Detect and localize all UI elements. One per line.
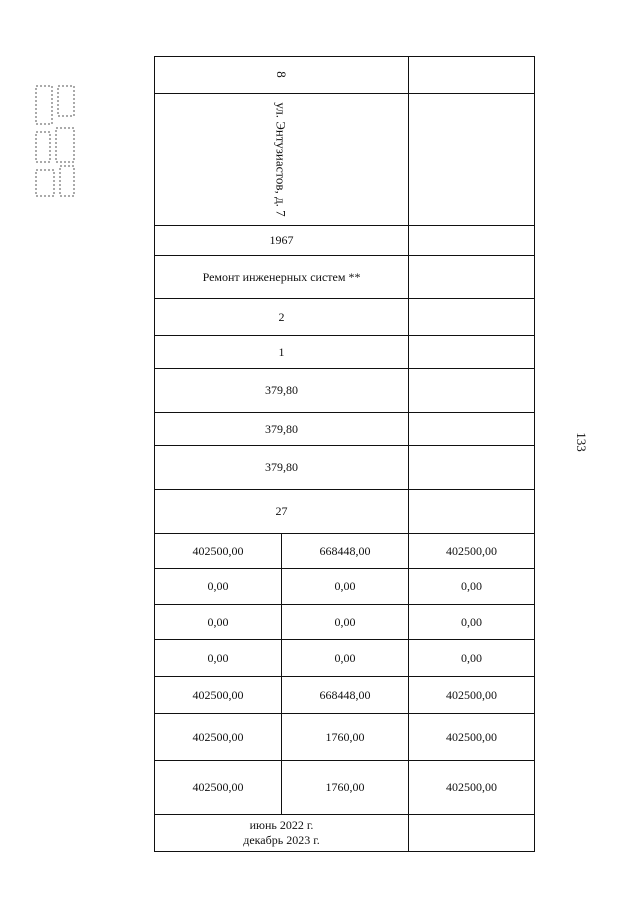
table-row	[155, 336, 535, 369]
cost-cell: 0,00	[282, 640, 409, 677]
table-row	[155, 534, 535, 569]
row-number: 8	[274, 71, 289, 78]
area-living-cell: 379,80	[155, 413, 409, 446]
cost-cell: 0,00	[155, 605, 282, 640]
cost-cell: 1760,00	[282, 714, 409, 761]
entrances-cell: 1	[155, 336, 409, 369]
cost-cell: 402500,00	[409, 714, 535, 761]
table-row	[155, 569, 535, 605]
residents-cell: 27	[155, 490, 409, 534]
work-type-cell: Ремонт инженерных систем **	[155, 256, 409, 299]
data-table	[154, 56, 535, 852]
address: ул. Энтузиастов, д. 7	[273, 102, 289, 217]
table-row	[155, 677, 535, 714]
table-row	[155, 605, 535, 640]
cost-cell: 402500,00	[409, 761, 535, 815]
cost-cell: 0,00	[409, 640, 535, 677]
cost-cell: 1760,00	[282, 761, 409, 815]
empty-cell	[409, 369, 535, 413]
cost-cell: 402500,00	[155, 534, 282, 569]
stamp-graphic	[34, 84, 76, 200]
address-cell	[155, 94, 409, 226]
cost-cell: 0,00	[155, 640, 282, 677]
table-row	[155, 761, 535, 815]
table-row	[155, 299, 535, 336]
period-end: декабрь 2023 г.	[243, 833, 320, 847]
cost-cell: 0,00	[409, 569, 535, 605]
area-residential-cell: 379,80	[155, 446, 409, 490]
period-cell	[155, 815, 409, 852]
cost-cell: 668448,00	[282, 534, 409, 569]
registration-stamp	[34, 84, 76, 200]
cost-cell: 402500,00	[409, 677, 535, 714]
cost-cell: 668448,00	[282, 677, 409, 714]
table-row	[155, 446, 535, 490]
cost-cell: 0,00	[409, 605, 535, 640]
cost-cell: 0,00	[155, 569, 282, 605]
row-number-cell	[155, 57, 409, 94]
table-row	[155, 369, 535, 413]
cost-cell: 402500,00	[155, 761, 282, 815]
area-total-cell: 379,80	[155, 369, 409, 413]
empty-cell	[409, 299, 535, 336]
empty-cell	[409, 57, 535, 94]
empty-cell	[409, 446, 535, 490]
empty-cell	[409, 94, 535, 226]
table-row	[155, 714, 535, 761]
year-cell: 1967	[155, 226, 409, 256]
page-number: 133	[574, 432, 589, 452]
cost-cell: 0,00	[282, 605, 409, 640]
table-row	[155, 413, 535, 446]
cost-cell: 0,00	[282, 569, 409, 605]
table-row	[155, 490, 535, 534]
period-start: июнь 2022 г.	[249, 818, 314, 832]
floors-cell: 2	[155, 299, 409, 336]
table-row	[155, 256, 535, 299]
empty-cell	[409, 226, 535, 256]
empty-cell	[409, 815, 535, 852]
cost-cell: 402500,00	[409, 534, 535, 569]
empty-cell	[409, 490, 535, 534]
cost-cell: 402500,00	[155, 714, 282, 761]
table-row	[155, 94, 535, 226]
table-row	[155, 815, 535, 852]
empty-cell	[409, 413, 535, 446]
table-row	[155, 640, 535, 677]
cost-cell: 402500,00	[155, 677, 282, 714]
table-row	[155, 226, 535, 256]
empty-cell	[409, 336, 535, 369]
empty-cell	[409, 256, 535, 299]
table-row	[155, 57, 535, 94]
